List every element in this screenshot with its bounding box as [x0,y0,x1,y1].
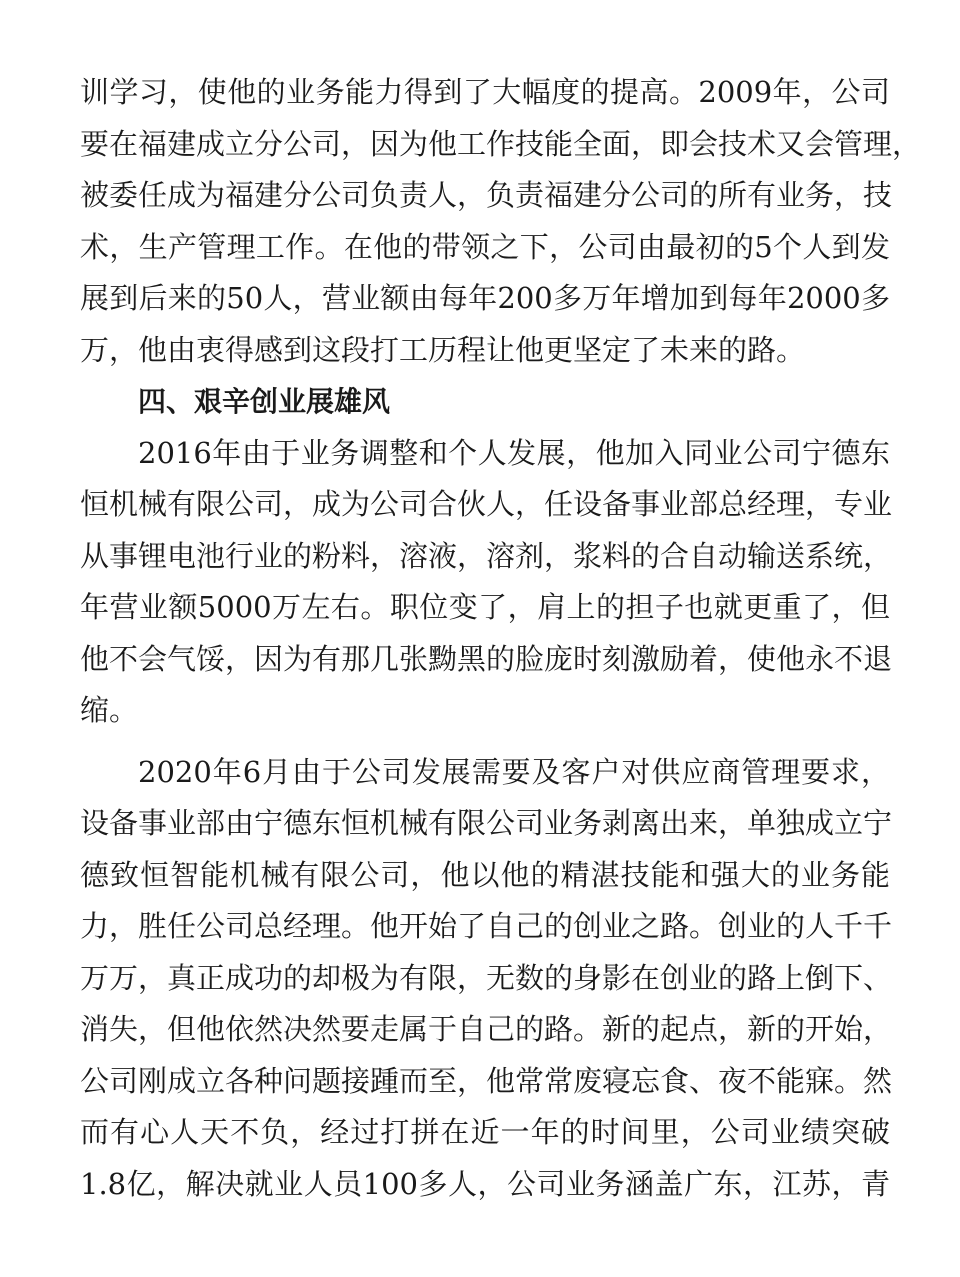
document-body [80,67,922,1210]
text-line: 被委任成为福建分公司负责人，负责福建分公司的所有业务，技 [80,178,893,212]
text-line: 而有心人天不负，经过打拼在近一年的时间里，公司业绩突破 [80,1115,890,1149]
text-line: 力，胜任公司总经理。他开始了自己的创业之路。创业的人千千 [80,909,893,943]
text-line: 德致恒智能机械有限公司，他以他的精湛技能和强大的业务能 [80,857,890,892]
text-line: 训学习，使他的业务能力得到了大幅度的提高。2009年，公司 [80,75,890,109]
text-line: 年营业额5000万左右。职位变了，肩上的担子也就更重了，但 [80,590,890,624]
paragraph-1 [80,67,922,376]
text-line: 设备事业部由宁德东恒机械有限公司业务剥离出来，单独成立宁 [80,806,893,840]
text-line: 恒机械有限公司，成为公司合伙人，任设备事业部总经理，专业 [80,487,893,521]
paragraph-3 [80,747,893,1211]
text-line: 1.8亿，解决就业人员100多人，公司业务涵盖广东，江苏，青 [80,1166,890,1201]
text-line: 2016年由于业务调整和个人发展，他加入同业公司宁德东 [138,435,890,470]
text-line: 缩。 [80,693,139,727]
text-line: 他不会气馁，因为有那几张黝黑的脸庞时刻激励着，使他永不退 [80,641,893,676]
text-line: 要在福建成立分公司，因为他工作技能全面，即会技术又会管理， [80,126,922,161]
text-line: 从事锂电池行业的粉料，溶液，溶剂，浆料的合自动输送系统， [80,538,893,573]
section-heading: 四、艰辛创业展雄风 [138,385,391,418]
text-line: 万万，真正成功的却极为有限，无数的身影在创业的路上倒下、 [80,960,893,995]
text-line: 2020年6月由于公司发展需要及客户对供应商管理要求， [138,754,890,789]
text-line: 万，他由衷得感到这段打工历程让他更坚定了未来的路。 [80,332,806,367]
text-line: 消失，但他依然决然要走属于自己的路。新的起点，新的开始， [80,1012,893,1046]
paragraph-spacer [80,737,890,747]
paragraph-2 [80,428,893,737]
text-line: 公司刚成立各种问题接踵而至，他常常废寝忘食、夜不能寐。然 [80,1063,893,1098]
text-line: 展到后来的50人，营业额由每年200多万年增加到每年2000多 [80,281,890,315]
text-line: 术，生产管理工作。在他的带领之下，公司由最初的5个人到发 [80,229,890,264]
